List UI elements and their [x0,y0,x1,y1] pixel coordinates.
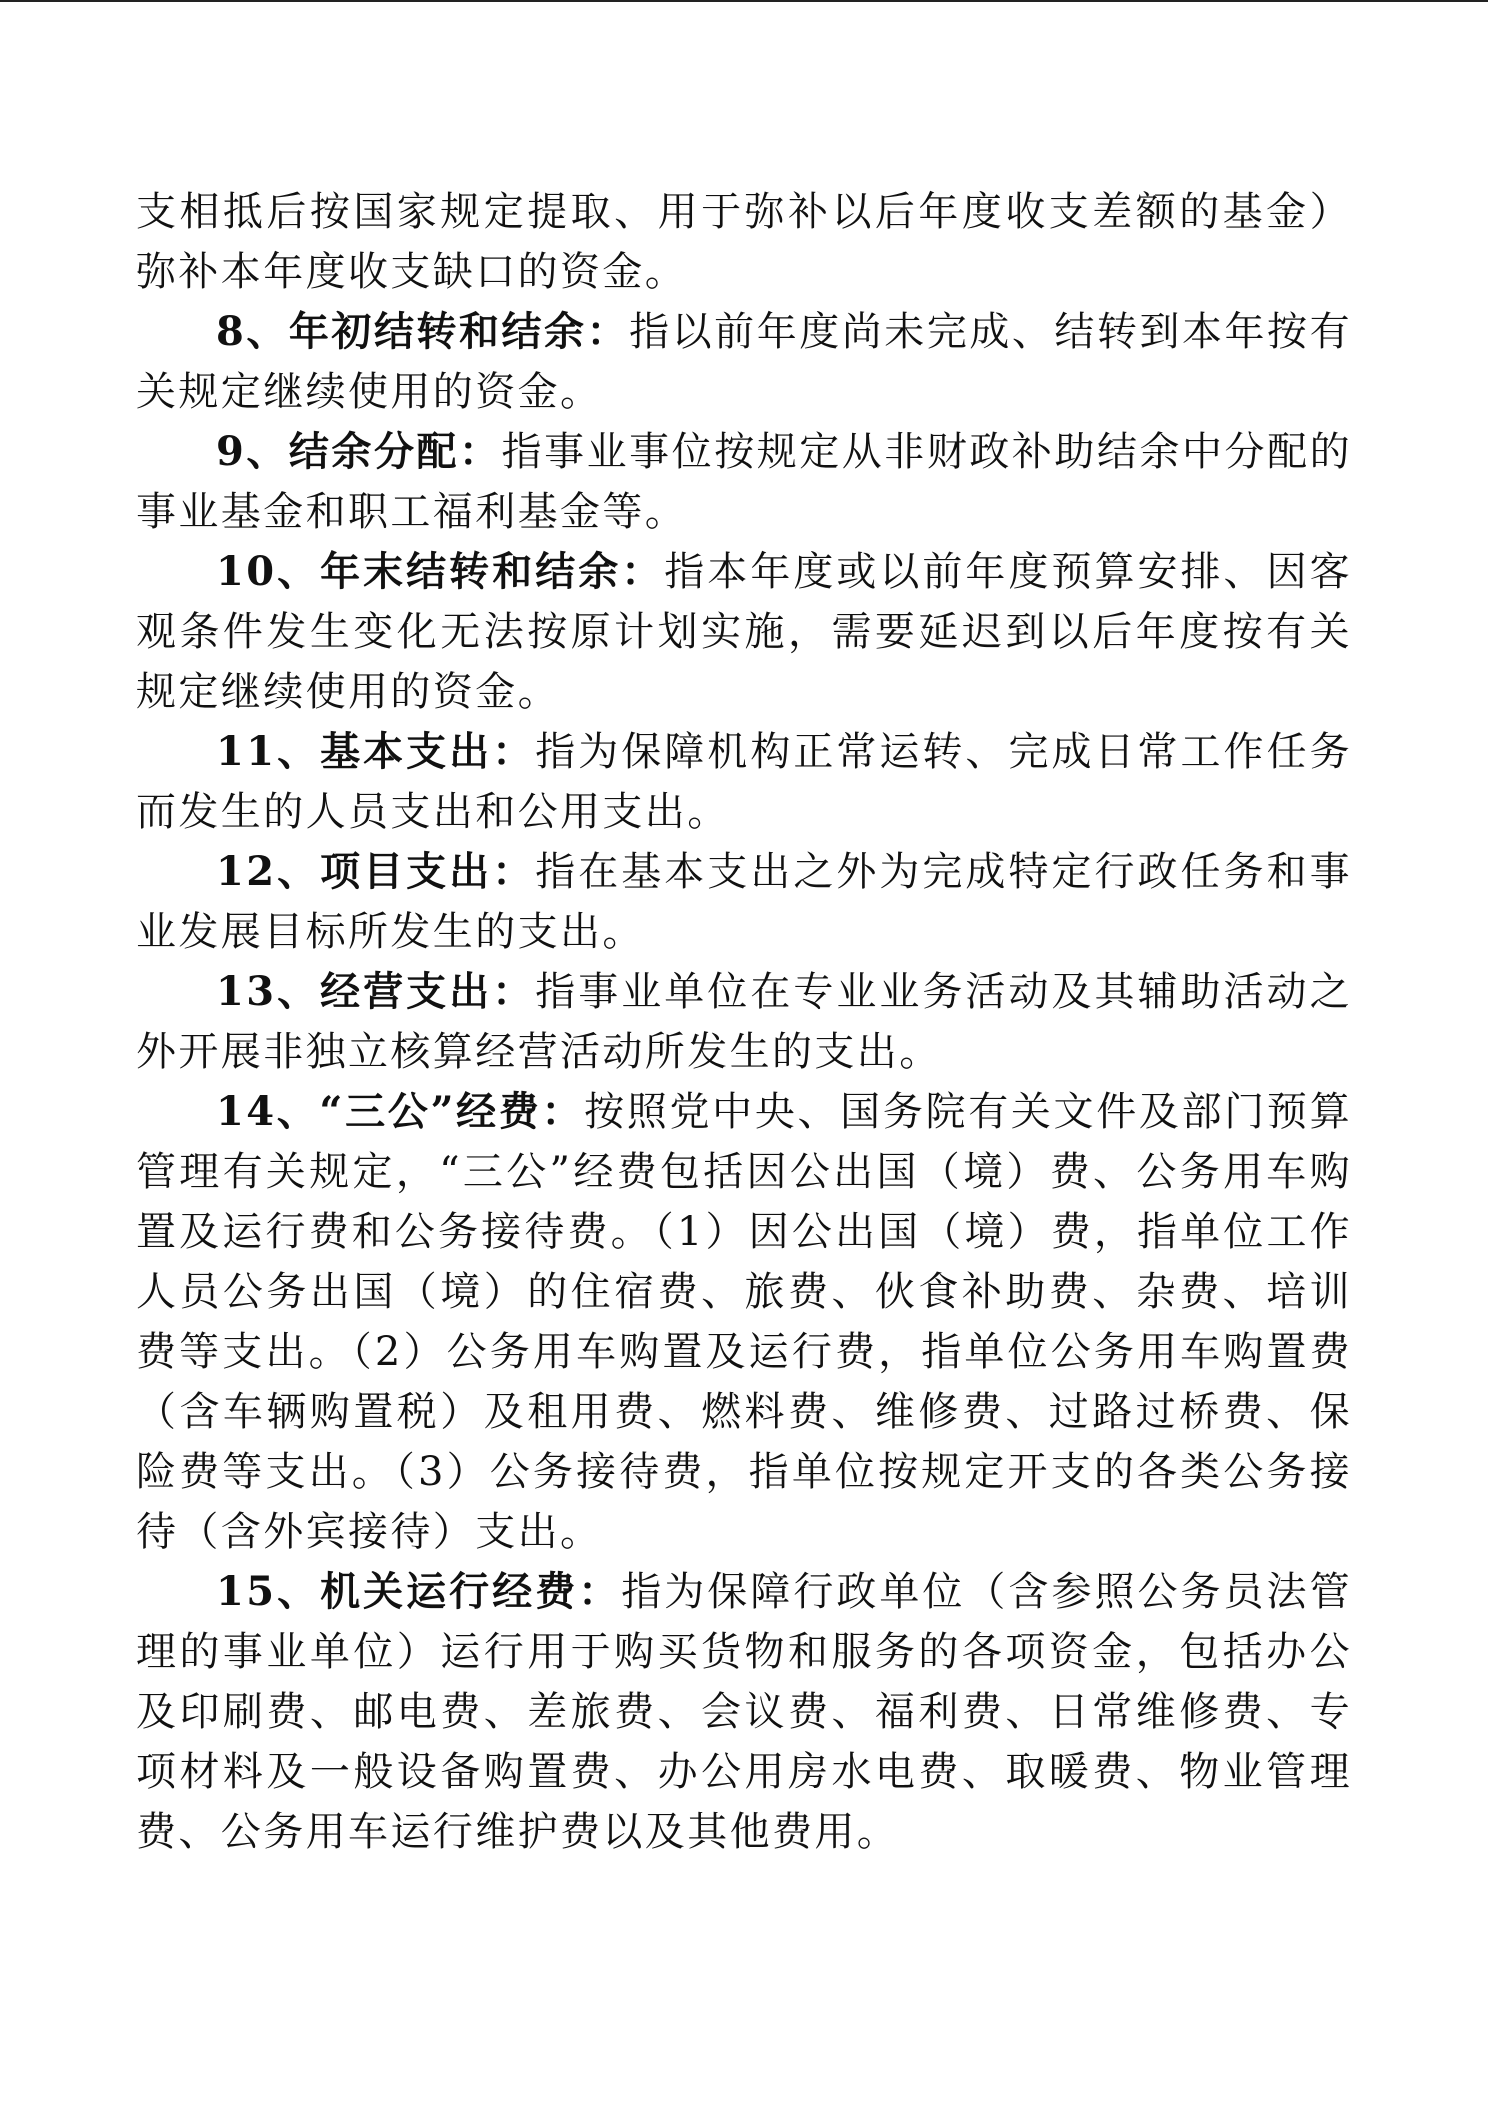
document-body [136,182,1352,1862]
definition-item-13 [136,962,1352,1082]
term-label: 11、基本支出： [216,728,536,775]
term-label: 13、经营支出： [216,968,536,1015]
definition-item-10 [136,542,1352,722]
term-label: 15、机关运行经费： [216,1568,622,1615]
term-definition: 指事业单位在专业业务活动及其辅助活动之外开展非独立核算经营活动所发生的支出。 [136,969,1352,1075]
definition-item-11 [136,722,1352,842]
definition-item-12 [136,842,1352,962]
term-definition: 按照党中央、国务院有关文件及部门预算管理有关规定，“三公”经费包括因公出国（境）费、公务用车购置及运行费和公务接待费。（1）因公出国（境）费，指单位工作人员公务出国（境）的住宿费、旅费、伙食补助费、杂费、培训费等支出。（2）公务用车购置及运行费，指单位公务用车购置费（含车辆购置税）及租用费、燃料费、维修费、过路过桥费、保险费等支出。（3）公务接待费，指单位按规定开支的各类公务接待（含外宾接待）支出。 [136,1089,1352,1555]
term-label: 9、结余分配： [216,428,502,475]
term-definition: 指为保障行政单位（含参照公务员法管理的事业单位）运行用于购买货物和服务的各项资金，包括办公及印刷费、邮电费、差旅费、会议费、福利费、日常维修费、专项材料及一般设备购置费、办公用房水电费、取暖费、物业管理费、公务用车运行维护费以及其他费用。 [136,1569,1352,1855]
definition-item-14 [136,1082,1352,1562]
term-definition: 指为保障机构正常运转、完成日常工作任务而发生的人员支出和公用支出。 [136,729,1352,835]
term-definition: 指事业事位按规定从非财政补助结余中分配的事业基金和职工福利基金等。 [136,429,1353,535]
term-label: 10、年末结转和结余： [216,548,665,595]
definition-item-8 [136,302,1352,422]
definition-item-9 [136,422,1352,542]
term-label: 14、“三公”经费： [216,1088,585,1135]
term-definition: 指以前年度尚未完成、结转到本年按有关规定继续使用的资金。 [136,309,1352,415]
continuation-paragraph: 支相抵后按国家规定提取、用于弥补以后年度收支差额的基金）弥补本年度收支缺口的资金。 [136,189,1352,295]
top-border-line [0,0,1488,2]
term-label: 12、项目支出： [216,848,536,895]
term-definition: 指在基本支出之外为完成特定行政任务和事业发展目标所发生的支出。 [136,849,1352,955]
term-label: 8、年初结转和结余： [216,308,630,355]
term-definition: 指本年度或以前年度预算安排、因客观条件发生变化无法按原计划实施，需要延迟到以后年度按有关规定继续使用的资金。 [136,549,1352,715]
definition-item-15 [136,1562,1352,1862]
